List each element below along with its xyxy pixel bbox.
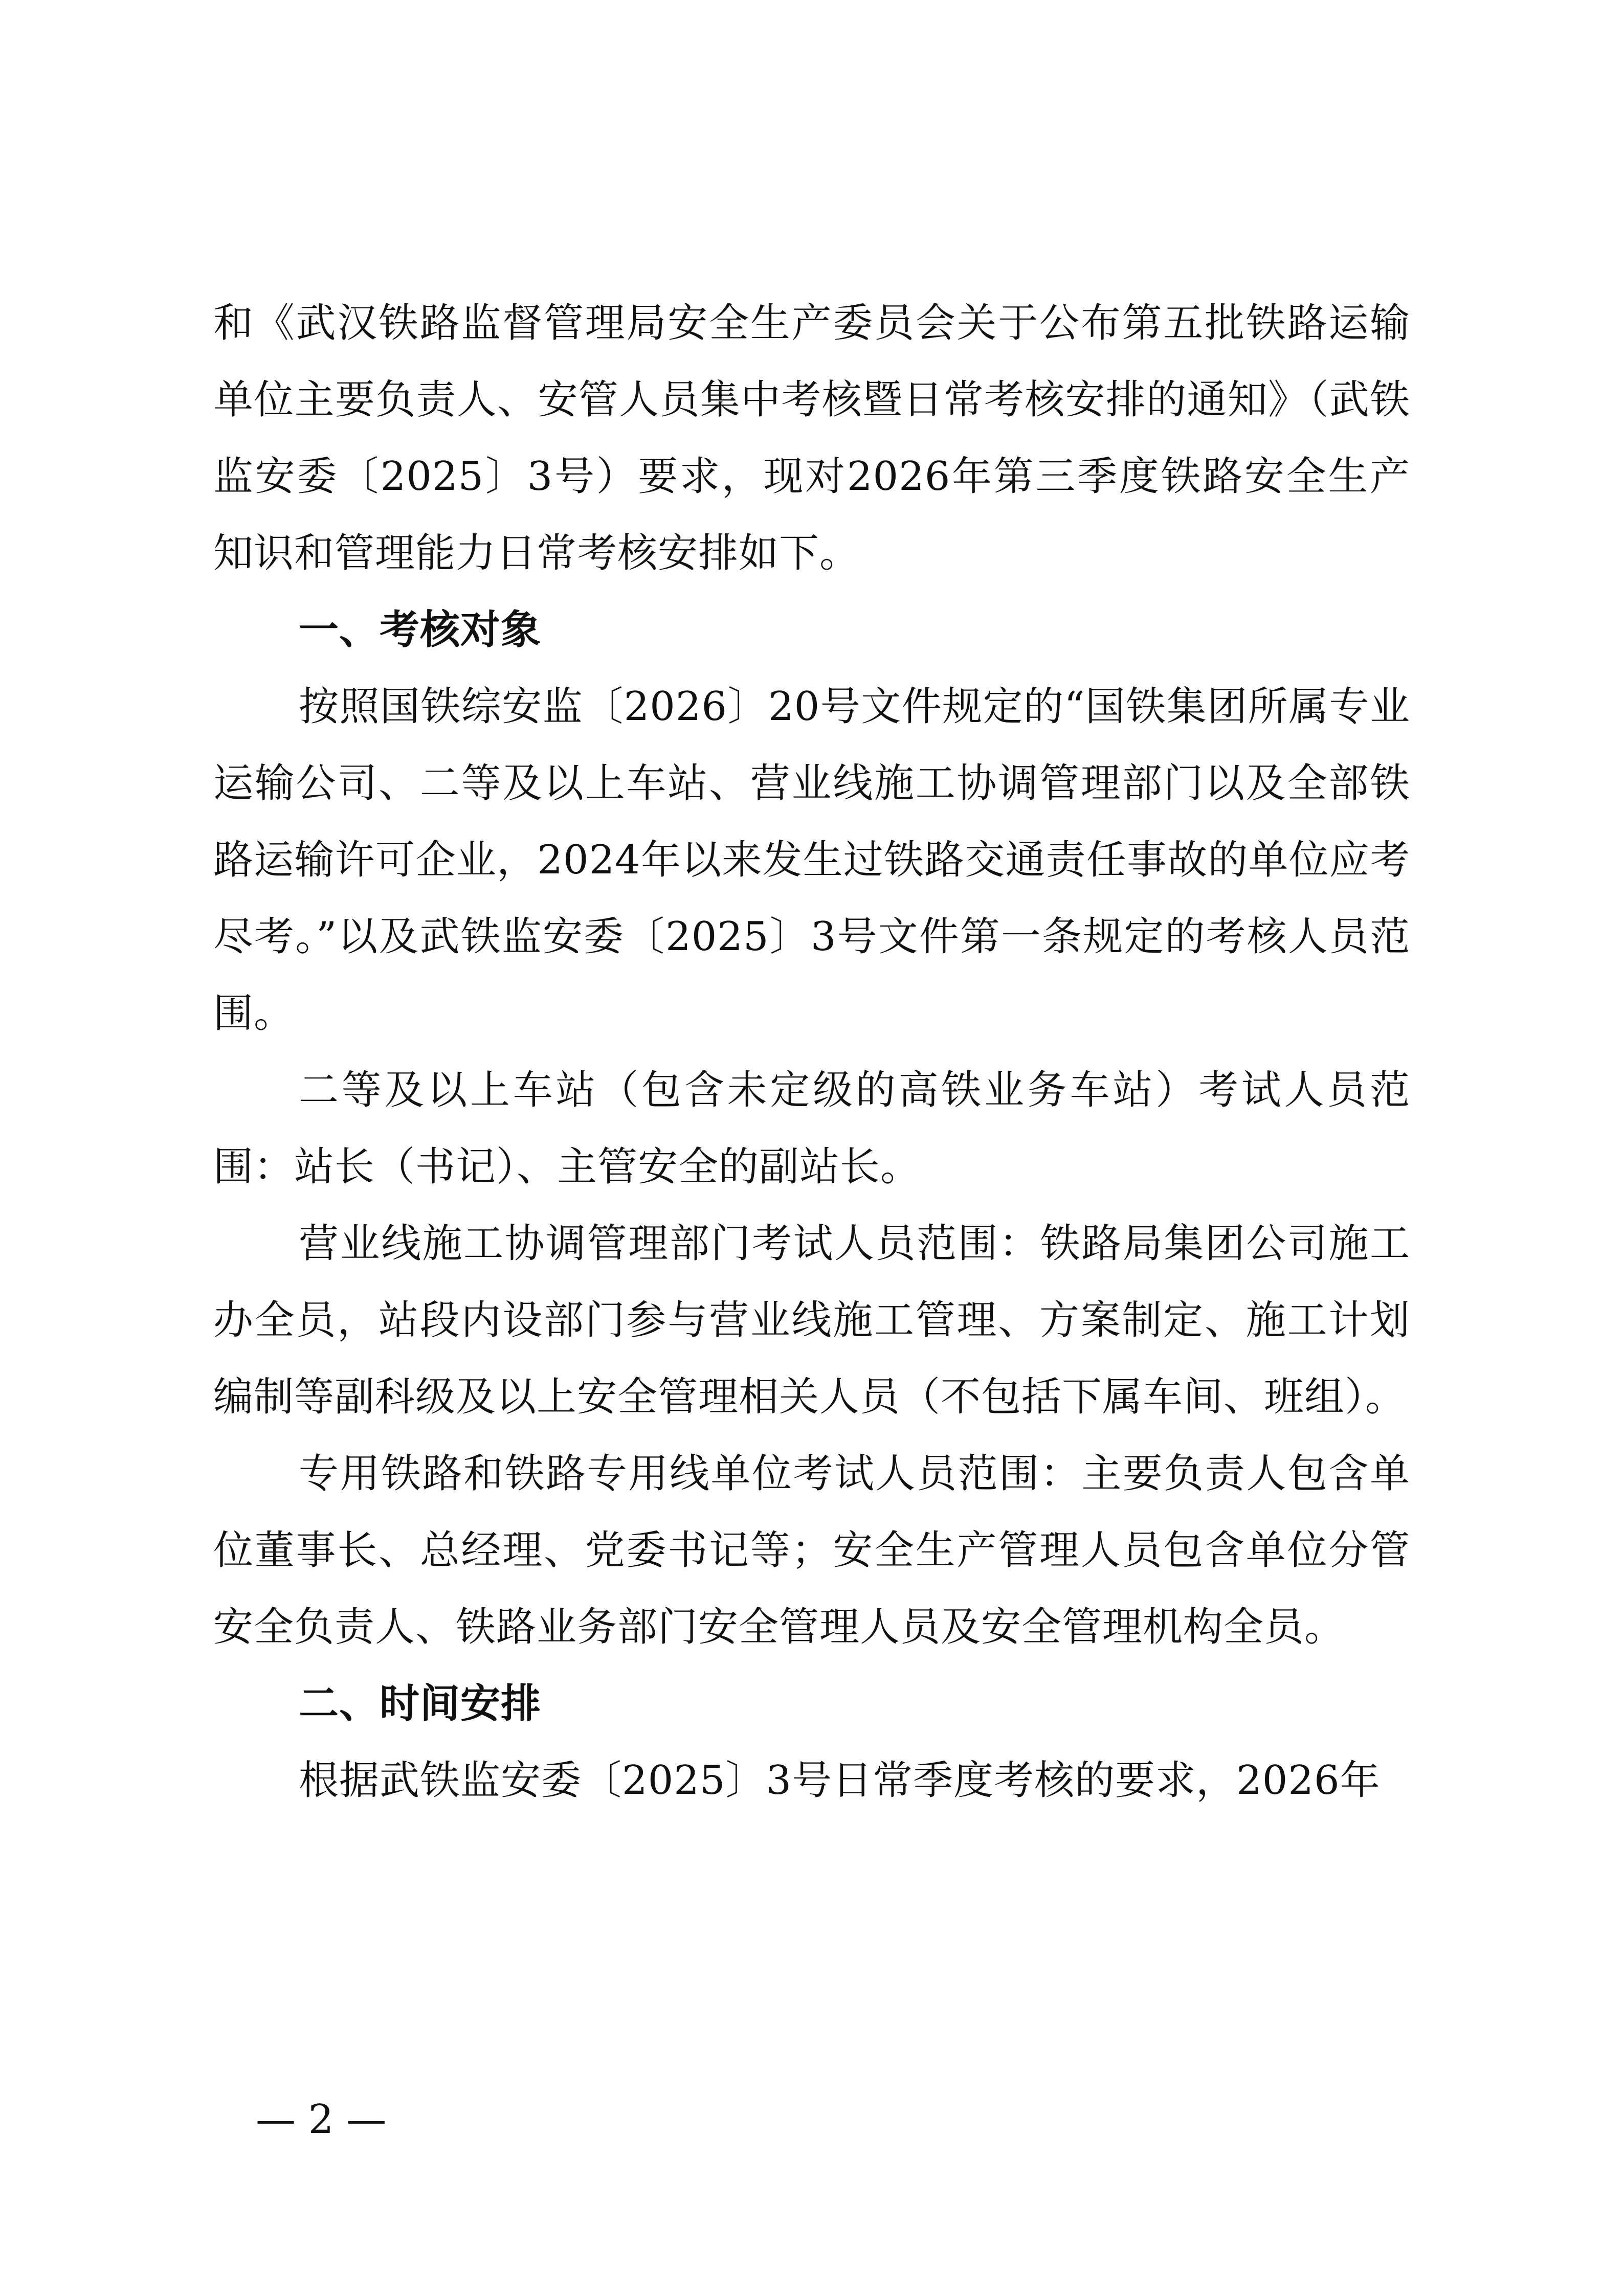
section-heading-assessment-targets: 一、考核对象 [299,607,542,653]
paragraph-assessment-scope: 按照国铁综安监〔2026〕20号文件规定的“国铁集团所属专业运输公司、二等及以上车站、营业线施工协调管理部门以及全部铁路运输许可企业，2024年以来发生过铁路交通责任事故的单位应考尽考。”以及武铁监安委〔2025〕3号文件第一条规定的考核人员范围。 [213,684,1410,1037]
section-heading-schedule: 二、时间安排 [299,1681,542,1727]
paragraph-schedule-intro: 根据武铁监安委〔2025〕3号日常季度考核的要求，2026年 [299,1758,1381,1804]
document-body [213,285,1410,1819]
paragraph-intro: 和《武汉铁路监督管理局安全生产委员会关于公布第五批铁路运输单位主要负责人、安管人员集中考核暨日常考核安排的通知》（武铁监安委〔2025〕3号）要求，现对2026年第三季度铁路安全生产知识和管理能力日常考核安排如下。 [213,300,1410,576]
page-number: — 2 — [256,2097,387,2143]
paragraph-construction-scope: 营业线施工协调管理部门考试人员范围：铁路局集团公司施工办全员，站段内设部门参与营业线施工管理、方案制定、施工计划编制等副科级及以上安全管理相关人员（不包括下属车间、班组）。 [213,1221,1410,1420]
paragraph-special-railway-scope: 专用铁路和铁路专用线单位考试人员范围：主要负责人包含单位董事长、总经理、党委书记等；安全生产管理人员包含单位分管安全负责人、铁路业务部门安全管理人员及安全管理机构全员。 [213,1451,1410,1650]
paragraph-station-scope: 二等及以上车站（包含未定级的高铁业务车站）考试人员范围：站长（书记）、主管安全的副站长。 [213,1067,1410,1190]
